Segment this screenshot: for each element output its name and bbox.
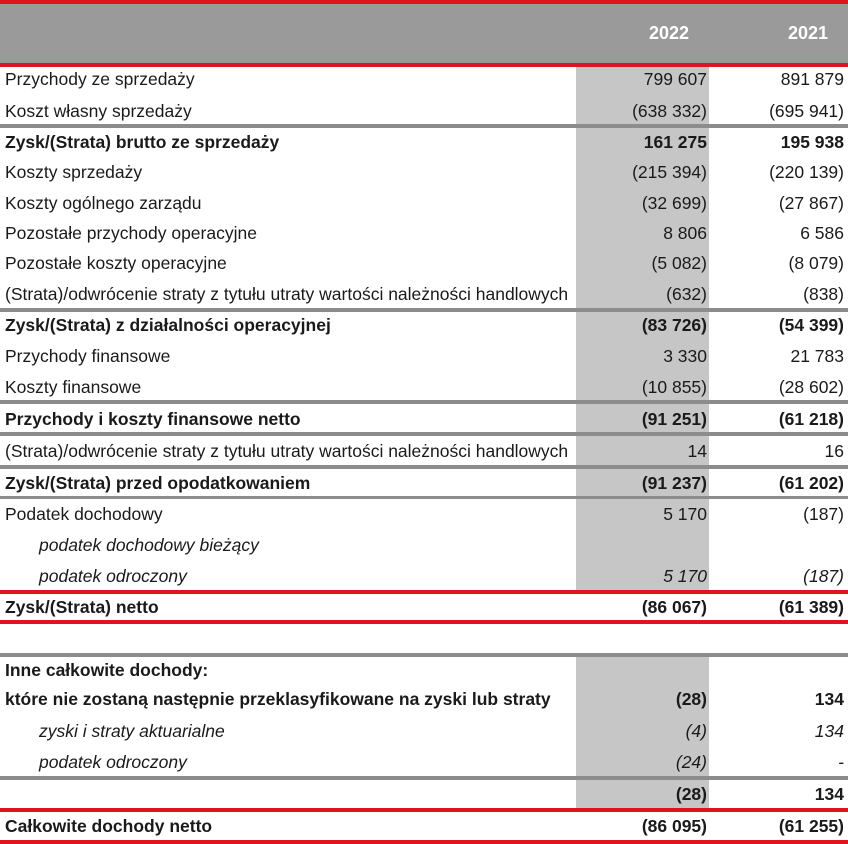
value-2021: 6 586	[800, 223, 844, 243]
row-label: Zysk/(Strata) z działalności operacyjnej	[5, 315, 331, 335]
row-divider	[0, 653, 848, 657]
value-2021: (220 139)	[769, 162, 844, 182]
red-divider	[0, 590, 848, 594]
value-2021: 16	[824, 441, 844, 461]
value-2022: (91 251)	[641, 409, 707, 429]
value-2021: (187)	[803, 566, 844, 586]
row-label: podatek odroczony	[39, 752, 187, 772]
value-2022: (632)	[666, 284, 707, 304]
value-2021: (61 202)	[778, 473, 844, 493]
row-label: Podatek dochodowy	[5, 504, 163, 524]
value-2022: 8 806	[663, 223, 707, 243]
row-label: Pozostałe koszty operacyjne	[5, 253, 227, 273]
row-label: (Strata)/odwrócenie straty z tytułu utraty wartości należności handlowych	[5, 284, 569, 304]
value-2022: (638 332)	[632, 101, 707, 121]
value-2021: (61 255)	[778, 816, 844, 836]
value-2021: (187)	[803, 504, 844, 524]
value-2022: 3 330	[663, 346, 707, 366]
value-2021: (695 941)	[769, 101, 844, 121]
value-2021: 134	[814, 689, 844, 709]
row-divider	[0, 465, 848, 469]
header-red-rule	[0, 63, 848, 67]
row-label: Zysk/(Strata) brutto ze sprzedaży	[5, 132, 280, 152]
header-year-2021: 2021	[787, 23, 828, 43]
row-label: Inne całkowite dochody:	[5, 660, 209, 680]
row-label: podatek odroczony	[39, 566, 187, 586]
row-label: Pozostałe przychody operacyjne	[5, 223, 257, 243]
value-2021: -	[838, 752, 844, 772]
row-label: podatek dochodowy bieżący	[39, 535, 259, 555]
value-2021: (28 602)	[778, 377, 844, 397]
value-2022: (10 855)	[641, 377, 707, 397]
value-2021: 134	[814, 721, 844, 741]
red-divider	[0, 840, 848, 844]
value-2022: (91 237)	[641, 473, 707, 493]
value-2022: (4)	[685, 721, 707, 741]
red-divider	[0, 808, 848, 812]
row-label: Zysk/(Strata) netto	[5, 597, 159, 617]
red-divider	[0, 620, 848, 624]
row-label: Zysk/(Strata) przed opodatkowaniem	[5, 473, 311, 493]
value-2021: (54 399)	[778, 315, 844, 335]
row-divider	[0, 124, 848, 128]
value-2021: (61 218)	[778, 409, 844, 429]
row-label: Przychody ze sprzedaży	[5, 69, 195, 89]
header-year-2022: 2022	[648, 23, 689, 43]
row-divider	[0, 308, 848, 312]
row-divider	[0, 776, 848, 780]
row-label: (Strata)/odwrócenie straty z tytułu utraty wartości należności handlowych	[5, 441, 569, 461]
row-label: Koszty sprzedaży	[5, 162, 143, 182]
value-2021: 195 938	[780, 132, 844, 152]
value-2022: (24)	[675, 752, 707, 772]
value-2022: 799 607	[643, 69, 707, 89]
value-2022: (83 726)	[641, 315, 707, 335]
value-2022: (86 095)	[641, 816, 707, 836]
row-label: Całkowite dochody netto	[5, 816, 213, 836]
row-divider	[0, 400, 848, 404]
value-2021: (61 389)	[778, 597, 844, 617]
value-2021: (838)	[803, 284, 844, 304]
value-2022: 161 275	[643, 132, 707, 152]
value-2022: 5 170	[663, 504, 707, 524]
value-2022: (215 394)	[632, 162, 707, 182]
value-2021: (8 079)	[788, 253, 844, 273]
row-label: Przychody i koszty finansowe netto	[5, 409, 301, 429]
value-2022: 14	[687, 441, 707, 461]
value-2022: (5 082)	[651, 253, 707, 273]
value-2021: 134	[814, 784, 844, 804]
value-2022: (32 699)	[641, 193, 707, 213]
row-label: które nie zostaną następnie przeklasyfikowane na zyski lub straty	[5, 689, 551, 709]
row-label: zyski i straty aktuarialne	[39, 721, 225, 741]
value-2022: (28)	[675, 784, 707, 804]
row-divider	[0, 496, 848, 499]
row-label: Koszty finansowe	[5, 377, 142, 397]
row-divider	[0, 432, 848, 436]
value-2022: (28)	[675, 689, 707, 709]
row-label: Koszt własny sprzedaży	[5, 101, 192, 121]
value-2021: 21 783	[790, 346, 844, 366]
value-2022: 5 170	[663, 566, 707, 586]
value-2022: (86 067)	[641, 597, 707, 617]
table-header	[0, 4, 848, 63]
value-2021: (27 867)	[778, 193, 844, 213]
row-label: Przychody finansowe	[5, 346, 171, 366]
value-2021: 891 879	[780, 69, 844, 89]
row-label: Koszty ogólnego zarządu	[5, 193, 202, 213]
